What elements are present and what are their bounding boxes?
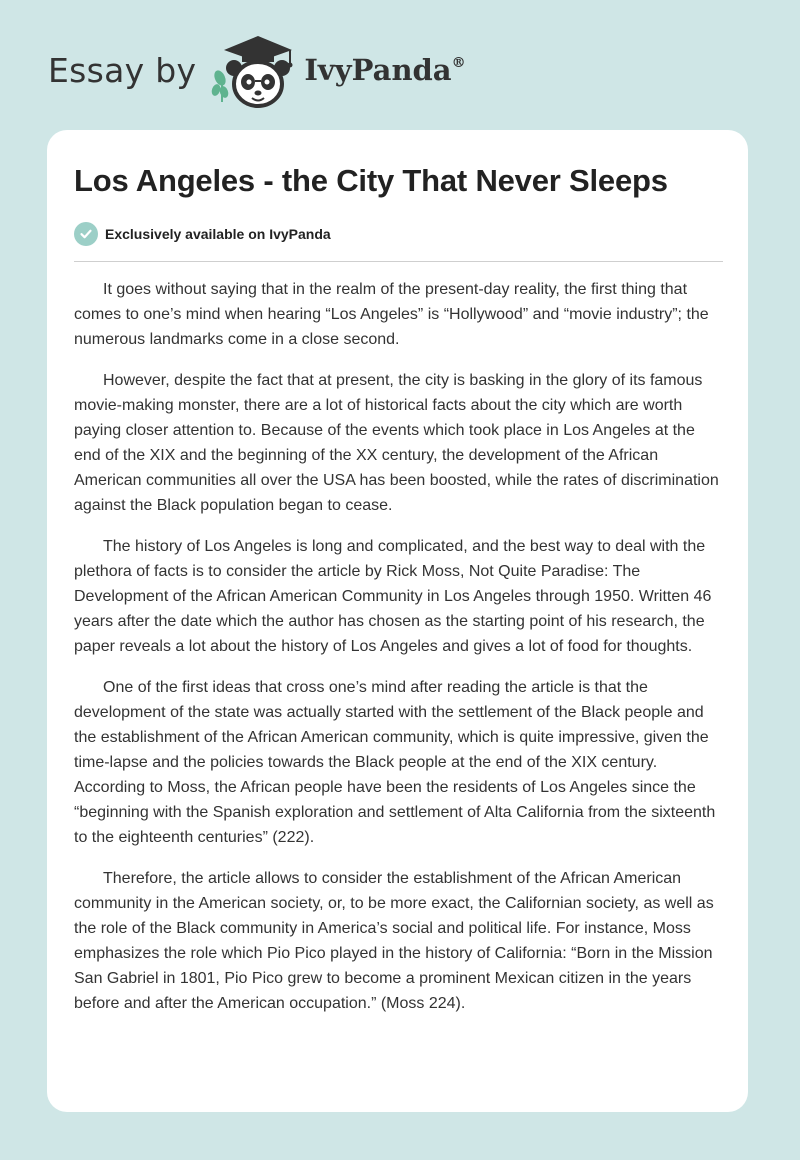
site-header [48, 30, 466, 110]
divider [74, 261, 723, 262]
brand-name[interactable]: IvyPanda® [304, 53, 466, 87]
paragraph: One of the first ideas that cross one’s mind after reading the article is that the development of the state was actually started with the settlement of the Black people and the establishment of the African American community, which is quite impressive, given the time-lapse and the policies towards the Black people at the end of the XIX century. According to Moss, the African people have been the residents of Los Angeles since the “beginning with the Spanish exploration and settlement of Alta California from the sixteenth to the eighteenth centuries” (222). [74, 679, 716, 846]
brand-prefix: Essay by [48, 50, 197, 90]
check-circle-icon [74, 222, 98, 246]
paragraph: The history of Los Angeles is long and complicated, and the best way to deal with the plethora of facts is to consider the article by Rick Moss, Not Quite Paradise: The Development of the African American Community in Los Angeles through 1950. Written 46 years after the date which the author has chosen as the starting point of his research, the paper reveals a lot about the history of Los Angeles and gives a lot of food for thoughts. [74, 538, 712, 655]
paragraph: Therefore, the article allows to consider the establishment of the African American community in the American society, or, to be more exact, the Californian society, as well as the role of the Black community in America’s social and political life. For instance, Moss emphasizes the role which Pio Pico played in the history of California: “Born in the Mission San Gabriel in 1801, Pio Pico grew to become a prominent Mexican citizen in the years before and after the American occupation.” (Moss 224). [74, 870, 714, 1012]
essay-title: Los Angeles - the City That Never Sleeps [74, 163, 668, 198]
panda-graduate-icon[interactable] [210, 30, 298, 110]
registered-mark: ® [451, 55, 466, 71]
badge-label: Exclusively available on IvyPanda [105, 226, 331, 242]
paragraph: It goes without saying that in the realm of the present-day reality, the first thing that comes to one’s mind when hearing “Los Angeles” is “Hollywood” and “movie industry”; the numerous landmarks come in a close second. [74, 281, 709, 348]
paragraph: However, despite the fact that at present, the city is basking in the glory of its famous movie-making monster, there are a lot of historical facts about the city which are worth paying closer attention to. Because of the events which took place in Los Angeles at the end of the XIX and the beginning of the XX century, the development of the African American communities all over the USA has been boosted, while the rates of discrimination against the Black population began to cease. [74, 372, 719, 514]
essay-body [74, 277, 724, 1032]
exclusive-badge [74, 222, 331, 246]
essay-card [47, 130, 748, 1112]
